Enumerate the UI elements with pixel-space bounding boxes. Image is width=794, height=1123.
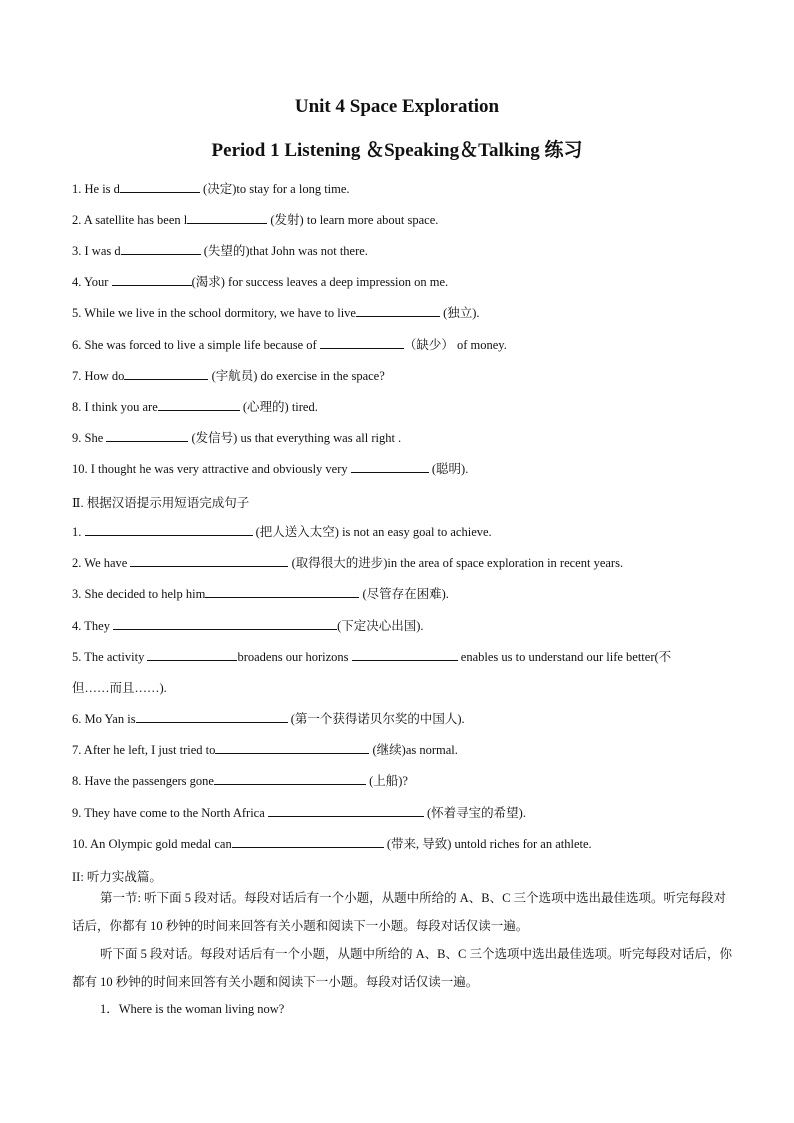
answer-blank[interactable] xyxy=(85,524,253,536)
listening-instructions-1: 第一节: 听下面 5 段对话。每段对话后有一个小题，从题中所给的 A、B、C 三个选项中选出最佳选项。听完每段对话后，你都有 10 秒钟的时间来回答有关小题和阅读下一小题。每段对话仅读一遍。 xyxy=(72,891,727,933)
answer-blank[interactable] xyxy=(130,555,288,567)
s1-item-5: 5. While we live in the school dormitory, we have to live (独立). xyxy=(72,306,480,320)
page-subtitle: Period 1 Listening ＆Speaking＆Talking 练习 xyxy=(211,140,583,161)
s1-item-1: 1. He is d (决定)to stay for a long time. xyxy=(72,182,350,196)
answer-blank[interactable] xyxy=(356,305,440,317)
answer-blank[interactable] xyxy=(120,181,200,193)
answer-blank[interactable] xyxy=(351,461,429,473)
answer-blank[interactable] xyxy=(113,618,337,630)
answer-blank[interactable] xyxy=(124,368,208,380)
s1-item-7: 7. How do (宇航员) do exercise in the space? xyxy=(72,369,385,383)
section-2-heading: Ⅱ. 根据汉语提示用短语完成句子 xyxy=(72,496,250,510)
answer-blank[interactable] xyxy=(214,773,366,785)
question-1: 1．Where is the woman living now? xyxy=(100,1002,285,1016)
answer-blank[interactable] xyxy=(215,742,369,754)
s2-item-7: 7. After he left, I just tried to (继续)as normal. xyxy=(72,743,458,757)
answer-blank[interactable] xyxy=(158,399,240,411)
answer-blank[interactable] xyxy=(112,274,192,286)
answer-blank[interactable] xyxy=(320,337,404,349)
s2-item-10: 10. An Olympic gold medal can (带来, 导致) untold riches for an athlete. xyxy=(72,837,592,851)
answer-blank[interactable] xyxy=(187,212,267,224)
answer-blank[interactable] xyxy=(268,805,424,817)
answer-blank[interactable] xyxy=(352,649,458,661)
s1-item-6: 6. She was forced to live a simple life because of （缺少） of money. xyxy=(72,338,507,352)
s1-item-2: 2. A satellite has been l (发射) to learn more about space. xyxy=(72,213,439,227)
s2-item-3: 3. She decided to help him (尽管存在困难). xyxy=(72,587,449,601)
s2-item-1: 1. (把人送入太空) is not an easy goal to achieve. xyxy=(72,525,492,539)
s2-item-8: 8. Have the passengers gone (上船)? xyxy=(72,774,408,788)
s2-item-5: 5. The activity broadens our horizons enables us to understand our life better(不 xyxy=(72,650,672,664)
s1-item-4: 4. Your (渴求) for success leaves a deep impression on me. xyxy=(72,275,449,289)
s2-item-4: 4. They (下定决心出国). xyxy=(72,619,424,633)
s2-item-9: 9. They have come to the North Africa (怀着寻宝的希望). xyxy=(72,806,526,820)
listening-instructions-2: 听下面 5 段对话。每段对话后有一个小题，从题中所给的 A、B、C 三个选项中选出最佳选项。听完每段对话后，你都有 10 秒钟的时间来回答有关小题和阅读下一小题。每段对话仅读一遍。 xyxy=(72,947,732,989)
page-title: Unit 4 Space Exploration xyxy=(294,96,500,117)
s1-item-3: 3. I was d (失望的)that John was not there. xyxy=(72,244,368,258)
answer-blank[interactable] xyxy=(205,586,359,598)
answer-blank[interactable] xyxy=(106,430,188,442)
s2-item-6: 6. Mo Yan is (第一个获得诺贝尔奖的中国人). xyxy=(72,712,465,726)
s2-item-5-continued: 但……而且……). xyxy=(72,681,167,695)
s1-item-10: 10. I thought he was very attractive and obviously very (聪明). xyxy=(72,462,469,476)
s1-item-9: 9. She (发信号) us that everything was all right . xyxy=(72,431,402,445)
answer-blank[interactable] xyxy=(136,711,288,723)
answer-blank[interactable] xyxy=(147,649,237,661)
s1-item-8: 8. I think you are (心理的) tired. xyxy=(72,400,318,414)
section-3-heading: II: 听力实战篇。 xyxy=(72,870,162,884)
answer-blank[interactable] xyxy=(232,836,384,848)
s2-item-2: 2. We have (取得很大的进步)in the area of space exploration in recent years. xyxy=(72,556,624,570)
answer-blank[interactable] xyxy=(121,243,201,255)
